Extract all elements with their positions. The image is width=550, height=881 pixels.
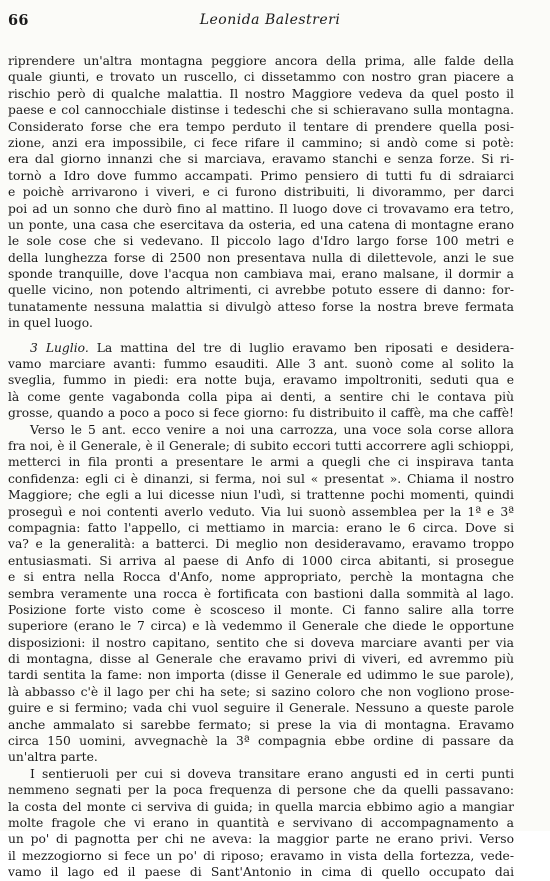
- text-line: va? e la generalità: a batterci. Di meglio non desideravamo, eravamo troppo: [8, 537, 514, 552]
- text-line: sveglia, fummo in piedi: era notte buja, eravamo impoltroniti, seduti qua e: [8, 373, 514, 388]
- text-line: le sole cose che si vedevano. Il piccolo lago d'Idro largo forse 100 metri e: [8, 234, 514, 249]
- text-line: il mezzogiorno si fece un po' di riposo; eravamo in vista della fortezza, vede-: [8, 848, 514, 863]
- text-line: era dal giorno innanzi che si marciava, eravamo stanchi e senza forze. Si ri-: [8, 152, 514, 167]
- text-line: disposizioni: il nostro capitano, sentito che si doveva marciare avanti per via: [8, 635, 514, 650]
- body-text: [8, 53, 514, 881]
- text-line: un po' di pagnotta per chi ne aveva: la maggior parte ne erano privi. Verso: [8, 832, 514, 847]
- text-line: molte fragole che vi erano in quantità e servivano di accompagnamento a: [8, 815, 514, 830]
- text-line: là come gente vagabonda colla pipa ai denti, a sentire chi le contava più: [8, 389, 514, 404]
- text-line: tornò a Idro dove fummo accampati. Primo pensiero di tutti fu di sdraiarci: [8, 168, 514, 183]
- paragraph-1: [8, 53, 514, 332]
- page-header: [8, 12, 532, 32]
- text-line: quale giunti, e trovato un ruscello, ci dissetammo con nostro gran piacere a: [8, 70, 514, 85]
- text-line: poi ad un sonno che durò fino al mattino. Il luogo dove ci trovavamo era tetro,: [8, 201, 514, 216]
- paragraph-3: [8, 422, 514, 766]
- paragraph-gap: [8, 332, 514, 340]
- text-line: vamo il lago ed il paese di Sant'Antonio in cima di quello occupato dai: [8, 865, 514, 880]
- text-line: entusiasmati. Si arriva al paese di Anfo di 1000 circa abitanti, si prosegue: [8, 553, 514, 568]
- text-line: tardi sentita la fame: non importa (disse il Generale ed udimmo le sue parole),: [8, 668, 514, 683]
- text-line: sponde tranquille, dove l'acqua non cambiava mai, erano malsane, il dormir a: [8, 267, 514, 282]
- text-line: zione, anzi era impossibile, ci fece rifare il cammino; si andò come si potè:: [8, 135, 514, 150]
- text-line: grosse, quando a poco a poco si fece giorno: fu distribuito il caffè, ma che caffè!: [8, 406, 514, 421]
- text-line: di montagna, disse al Generale che eravamo privi di viveri, ed avremmo più: [8, 652, 514, 667]
- paragraph-4: [8, 766, 514, 881]
- text-line: Verso le 5 ant. ecco venire a noi una carrozza, una voce sola corse allora: [30, 422, 514, 437]
- text-line: fra noi, è il Generale, è il Generale; di subito eccori tutti accorrere agli schioppi,: [8, 438, 514, 453]
- text-line: compagnia: fatto l'appello, ci mettiamo in marcia: erano le 6 circa. Dove si: [8, 520, 514, 535]
- text-line: un ponte, una casa che esercitava da osteria, ed una catena di montagne erano: [8, 217, 514, 232]
- text-line: in quel luogo.: [8, 316, 93, 331]
- text-line: paese e col cannocchiale distinse i tedeschi che si schieravano sulla montagna.: [8, 103, 514, 118]
- text-line: là abbasso c'è il lago per chi ha sete; si sazino coloro che non vogliono prose-: [8, 684, 514, 699]
- text-line: tunatamente nessuna malattia si divulgò atteso forse la nostra breve fermata: [8, 299, 514, 314]
- text-line: [8, 340, 514, 356]
- text-line: della lunghezza forse di 2500 non presentava nulla di dilettevole, anzi le sue: [8, 250, 514, 265]
- text-line: confidenza: egli ci è dinanzi, si ferma, noi sul « presentat ». Chiama il nostro: [8, 471, 514, 486]
- text-line: superiore (erano le 7 circa) e là vedemmo il Generale che diede le opportune: [8, 619, 514, 634]
- text-line: e si entra nella Rocca d'Anfo, nome appropriato, perchè la montagna che: [8, 570, 514, 585]
- text-line: sembra veramente una rocca è fortificata con bastioni dalla sommità al lago.: [8, 586, 514, 601]
- text-line: riprendere un'altra montagna peggiore ancora della prima, alle falde della: [8, 54, 514, 68]
- text-line: quelle vicino, non potendo altrimenti, ci avrebbe potuto essere di danno: for-: [8, 283, 514, 298]
- text-line: e poichè arrivarono i viveri, e ci furono distribuiti, li divorammo, per darci: [8, 185, 514, 200]
- text-line-content: La mattina del tre di luglio eravamo ben riposati e desidera-: [96, 340, 514, 355]
- running-head: Leonida Balestreri: [199, 12, 341, 28]
- date-label: 3 Luglio.: [30, 340, 89, 355]
- text-line: nemmeno segnati per la poca frequenza di persone che da quelli passavano:: [8, 783, 514, 798]
- paragraph-2: [8, 340, 514, 422]
- text-line: la costa del monte ci serviva di guida; in quella marcia ebbimo agio a mangiar: [8, 799, 514, 814]
- text-line: circa 150 uomini, avvegnachè la 3ª compagnia ebbe ordine di passare da: [8, 734, 514, 749]
- text-line: metterci in fila pronti a presentare le armi a quegli che ci inspirava tanta: [8, 455, 514, 470]
- page-number: 66: [8, 12, 29, 29]
- text-line: Posizione forte visto come è scosceso il monte. Ci fanno salire alla torre: [8, 602, 514, 617]
- text-line: proseguì e noi contenti averlo veduto. Via lui suonò assemblea per la 1ª e 3ª: [8, 504, 514, 519]
- text-line: I sentieruoli per cui si doveva transitare erano angusti ed in certi punti: [30, 766, 514, 781]
- text-line: rischio però di qualche malattia. Il nostro Maggiore vedeva da quel posto il: [8, 86, 514, 101]
- text-line: un'altra parte.: [8, 750, 98, 765]
- text-line: Maggiore; che egli a lui dicesse niun l'udì, si trattenne pochi momenti, quindi: [8, 488, 514, 503]
- text-line: Considerato forse che era tempo perduto il tentare di prendere quella posi-: [8, 119, 514, 134]
- text-line: guire e si fermino; vada chi vuol seguire il Generale. Nessuno a queste parole: [8, 701, 514, 716]
- text-line: vamo marciare avanti: fummo esauditi. Alle 3 ant. suonò come al solito la: [8, 357, 514, 372]
- text-line: anche ammalato si sarebbe fermato; si prese la via di montagna. Eravamo: [8, 717, 514, 732]
